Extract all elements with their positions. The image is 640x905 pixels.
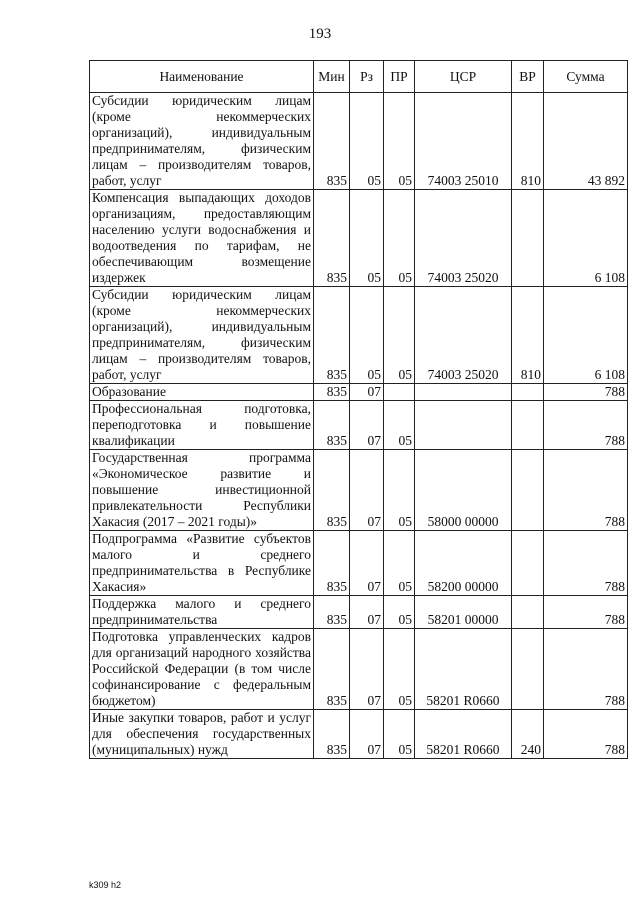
cell-min: 835 xyxy=(314,450,350,531)
cell-sum: 788 xyxy=(544,710,628,759)
cell-name: Образование xyxy=(90,384,314,401)
cell-min: 835 xyxy=(314,190,350,287)
cell-csr: 58201 R0660 xyxy=(415,710,512,759)
table-row xyxy=(90,93,628,190)
cell-name: Профессиональная подготовка, переподготовка и повышение квалификации xyxy=(90,401,314,450)
table-row xyxy=(90,710,628,759)
cell-vr xyxy=(512,531,544,596)
header-vr: ВР xyxy=(512,61,544,93)
cell-vr xyxy=(512,629,544,710)
cell-rz: 07 xyxy=(350,384,384,401)
cell-sum: 788 xyxy=(544,450,628,531)
cell-pr: 05 xyxy=(384,190,415,287)
cell-pr: 05 xyxy=(384,596,415,629)
header-row xyxy=(90,61,628,93)
table-row xyxy=(90,384,628,401)
cell-csr: 58200 00000 xyxy=(415,531,512,596)
cell-vr: 810 xyxy=(512,287,544,384)
cell-rz: 07 xyxy=(350,401,384,450)
cell-csr xyxy=(415,401,512,450)
cell-vr xyxy=(512,450,544,531)
cell-csr: 58201 R0660 xyxy=(415,629,512,710)
cell-pr: 05 xyxy=(384,401,415,450)
cell-name: Иные закупки товаров, работ и услуг для обеспечения государственных (муниципальных) нужд xyxy=(90,710,314,759)
cell-name: Государственная программа «Экономическое развитие и повышение инвестиционной привлекательности Республики Хакасия (2017 – 2021 годы)» xyxy=(90,450,314,531)
cell-rz: 07 xyxy=(350,531,384,596)
cell-min: 835 xyxy=(314,401,350,450)
cell-name: Поддержка малого и среднего предпринимательства xyxy=(90,596,314,629)
cell-sum: 788 xyxy=(544,531,628,596)
cell-min: 835 xyxy=(314,596,350,629)
cell-name: Субсидии юридическим лицам (кроме некоммерческих организаций), индивидуальным предпринимателям, физическим лицам – производителям товаров, работ, услуг xyxy=(90,287,314,384)
cell-min: 835 xyxy=(314,384,350,401)
table-row xyxy=(90,531,628,596)
cell-min: 835 xyxy=(314,287,350,384)
cell-pr: 05 xyxy=(384,710,415,759)
cell-pr: 05 xyxy=(384,531,415,596)
cell-sum: 43 892 xyxy=(544,93,628,190)
cell-csr xyxy=(415,384,512,401)
cell-name: Компенсация выпадающих доходов организациям, предоставляющим населению услуги водоснабжения и водоотведения по тарифам, не обеспечивающим возмещение издержек xyxy=(90,190,314,287)
cell-name: Подпрограмма «Развитие субъектов малого и среднего предпринимательства в Республике Хакасия» xyxy=(90,531,314,596)
cell-pr: 05 xyxy=(384,629,415,710)
header-csr: ЦСР xyxy=(415,61,512,93)
cell-rz: 05 xyxy=(350,190,384,287)
cell-csr: 74003 25020 xyxy=(415,190,512,287)
table-row xyxy=(90,629,628,710)
budget-table xyxy=(89,60,628,759)
cell-vr xyxy=(512,596,544,629)
cell-csr: 74003 25020 xyxy=(415,287,512,384)
cell-vr: 810 xyxy=(512,93,544,190)
cell-pr: 05 xyxy=(384,287,415,384)
cell-vr xyxy=(512,384,544,401)
cell-sum: 788 xyxy=(544,629,628,710)
header-min: Мин xyxy=(314,61,350,93)
cell-min: 835 xyxy=(314,710,350,759)
page-number: 193 xyxy=(308,26,332,42)
cell-min: 835 xyxy=(314,531,350,596)
table-row xyxy=(90,450,628,531)
cell-pr: 05 xyxy=(384,93,415,190)
cell-min: 835 xyxy=(314,629,350,710)
header-pr: ПР xyxy=(384,61,415,93)
cell-vr xyxy=(512,190,544,287)
table-row xyxy=(90,287,628,384)
cell-rz: 07 xyxy=(350,596,384,629)
cell-pr: 05 xyxy=(384,450,415,531)
cell-sum: 788 xyxy=(544,401,628,450)
header-name: Наименование xyxy=(90,61,314,93)
cell-sum: 6 108 xyxy=(544,190,628,287)
cell-rz: 07 xyxy=(350,629,384,710)
cell-csr: 58000 00000 xyxy=(415,450,512,531)
cell-rz: 05 xyxy=(350,93,384,190)
cell-name: Подготовка управленческих кадров для организаций народного хозяйства Российской Федерации (в том числе софинансирование с федеральным бюджетом) xyxy=(90,629,314,710)
cell-vr xyxy=(512,401,544,450)
cell-rz: 07 xyxy=(350,450,384,531)
header-sum: Сумма xyxy=(544,61,628,93)
header-rz: Рз xyxy=(350,61,384,93)
cell-name: Субсидии юридическим лицам (кроме некоммерческих организаций), индивидуальным предпринимателям, физическим лицам – производителям товаров, работ, услуг xyxy=(90,93,314,190)
table-row xyxy=(90,596,628,629)
cell-min: 835 xyxy=(314,93,350,190)
table-row xyxy=(90,401,628,450)
cell-rz: 05 xyxy=(350,287,384,384)
cell-vr: 240 xyxy=(512,710,544,759)
footer-code: k309 h2 xyxy=(89,880,122,890)
cell-sum: 6 108 xyxy=(544,287,628,384)
cell-sum: 788 xyxy=(544,596,628,629)
cell-rz: 07 xyxy=(350,710,384,759)
cell-sum: 788 xyxy=(544,384,628,401)
cell-csr: 74003 25010 xyxy=(415,93,512,190)
cell-pr xyxy=(384,384,415,401)
table-row xyxy=(90,190,628,287)
cell-csr: 58201 00000 xyxy=(415,596,512,629)
